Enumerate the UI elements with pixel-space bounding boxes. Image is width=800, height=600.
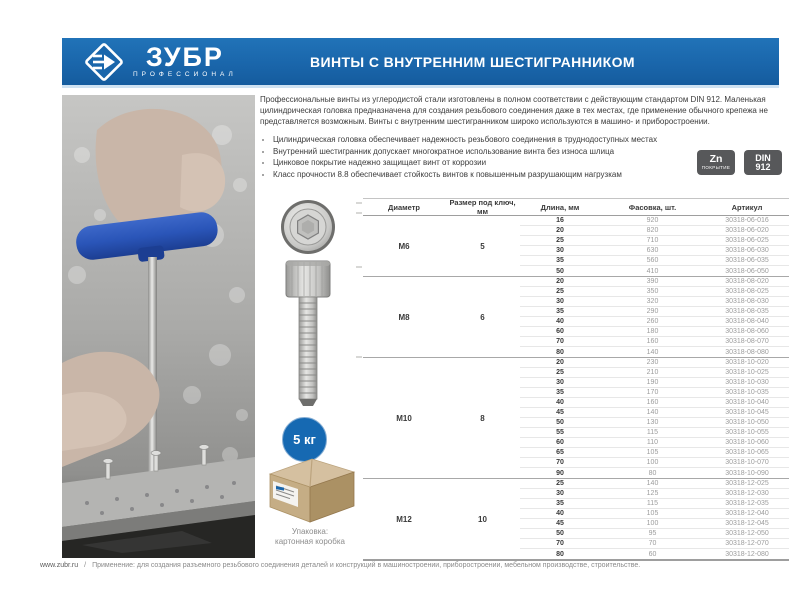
cell-pack-qty: 100 [646,520,659,527]
table-row [520,358,789,368]
table-group-rows [520,277,789,357]
col-header-length: Длина, мм [540,202,580,212]
cell-pack-qty: 140 [646,409,659,416]
table-row [520,539,789,549]
cell-article: 30318-10-025 [725,369,769,376]
hex-socket-screw-icon [262,197,362,409]
table-groups [363,216,789,561]
zn-badge-label: Zn [709,153,723,165]
cell-pack-qty: 140 [646,480,659,487]
cell-pack-qty: 105 [646,510,659,517]
screw-diagram [262,197,362,409]
table-row [520,408,789,418]
cell-pack-qty: 390 [646,278,659,285]
table-header-row [363,198,789,216]
col-header-article: Артикул [731,202,763,212]
cell-article: 30318-10-065 [725,449,769,456]
cell-article: 30318-12-045 [725,520,769,527]
cell-pack-qty: 115 [646,500,659,507]
feature-item: • Цилиндрическая головка обеспечивает надежность резьбового соединения в труднодоступных местах [273,134,788,146]
cell-length: 50 [556,267,564,275]
table-group-rows [520,358,789,478]
cell-pack-qty: 170 [646,389,659,396]
cell-pack-qty: 820 [646,227,659,234]
packaging-caption-line2: картонная коробка [275,537,345,546]
cell-diameter: М10 [396,413,412,423]
cell-pack-qty: 210 [646,369,659,376]
cell-article: 30318-08-025 [725,288,769,295]
cell-pack-qty: 100 [646,459,659,466]
din-912-badge [744,150,782,175]
cell-length: 80 [556,348,564,356]
table-group-rows [520,479,789,559]
cell-pack-qty: 95 [648,530,657,537]
table-row [520,499,789,509]
zn-badge-sublabel: ПОКРЫТИЕ [701,165,731,170]
cell-pack-qty: 130 [646,419,659,426]
brand-name: ЗУБР [145,42,224,72]
table-row [520,549,789,559]
cell-pack-qty: 710 [646,237,659,244]
cell-length: 50 [556,530,564,537]
cell-article: 30318-10-045 [725,409,769,416]
cell-article: 30318-06-035 [725,257,769,264]
cell-pack-qty: 920 [646,217,659,224]
table-row [520,398,789,408]
brand-subtitle: ПРОФЕССИОНАЛ [133,71,237,78]
cell-length: 20 [556,278,564,285]
cell-article: 30318-08-060 [725,328,769,335]
cell-length: 35 [556,500,564,507]
cell-article: 30318-10-020 [725,359,769,366]
cell-pack-qty: 160 [646,338,659,345]
col-header-pack-qty: Фасовка, шт. [628,202,677,212]
packaging-caption-line1: Упаковка: [291,527,329,536]
cell-length: 45 [556,520,564,527]
cell-length: 40 [556,318,564,325]
cell-pack-qty: 350 [646,288,659,295]
table-row [520,368,789,378]
footer [40,562,785,569]
feature-item: • Цинковое покрытие надежно защищает винт от коррозии [273,157,788,169]
cell-length: 60 [556,328,564,335]
cell-article: 30318-10-030 [725,379,769,386]
cell-article: 30318-06-016 [725,217,769,224]
cell-article: 30318-10-055 [725,429,769,436]
table-row [520,236,789,246]
cell-article: 30318-08-070 [725,338,769,345]
table-row [520,307,789,317]
cell-pack-qty: 125 [646,490,659,497]
table-row [520,246,789,256]
table-row [520,428,789,438]
table-row [520,479,789,489]
website-link[interactable]: www.zubr.ru [40,562,79,569]
table-row [520,529,789,539]
cell-length: 35 [556,308,564,315]
table-row [520,216,789,226]
packaging-caption [246,527,374,547]
header-bar [62,38,779,88]
cell-pack-qty: 140 [646,348,659,356]
cell-key-size: 8 [480,413,485,423]
cardboard-box-icon [258,450,362,526]
cell-article: 30318-06-020 [725,227,769,234]
table-group-М10 [363,357,789,478]
cell-pack-qty: 180 [646,328,659,335]
feature-item: • Внутренний шестигранник допускает многократное использование винта без износа шлица [273,146,788,158]
cell-article: 30318-08-080 [725,348,769,356]
cell-key-size: 6 [480,312,485,322]
table-row [520,468,789,478]
cell-length: 90 [556,469,564,477]
brand-text [133,44,237,79]
cell-length: 80 [556,550,564,558]
cell-diameter: М12 [396,514,412,524]
cell-article: 30318-10-060 [725,439,769,446]
table-row [520,418,789,428]
cell-pack-qty: 260 [646,318,659,325]
table-group-М12 [363,478,789,559]
cell-article: 30318-10-070 [725,459,769,466]
col-header-diameter: Диаметр [388,202,420,212]
page-title: ВИНТЫ С ВНУТРЕННИМ ШЕСТИГРАННИКОМ [310,53,635,70]
cell-length: 70 [556,540,564,547]
cell-article: 30318-12-025 [725,480,769,487]
table-row [520,489,789,499]
zubr-diamond-logo-icon [84,42,124,82]
cell-length: 35 [556,389,564,396]
cell-pack-qty: 60 [648,550,657,558]
cell-article: 30318-12-040 [725,510,769,517]
cell-key-size: 5 [480,241,485,251]
cell-pack-qty: 160 [646,399,659,406]
cell-length: 25 [556,288,564,295]
table-row [520,337,789,347]
cell-article: 30318-08-020 [725,278,769,285]
cell-pack-qty: 230 [646,359,659,366]
cell-article: 30318-10-090 [725,469,769,477]
intro-paragraph: Профессиональные винты из углеродистой стали изготовлены в полном соответствии с действующим стандартом DIN 912. Маленькая цилиндрическая головка предназначена для создания резьбового соединения даже в тех местах, где применение обычного крепежа не представляется возможным. Винты с внутренним шестигранником широко используются в машино- и приборостроении. [260,95,768,126]
table-group-rows [520,216,789,276]
cell-length: 30 [556,379,564,386]
table-row [520,388,789,398]
cell-article: 30318-06-050 [725,267,769,275]
col-header-key-size: Размер под ключ, мм [449,198,516,216]
din-badge-number: 912 [755,161,771,172]
cell-pack-qty: 560 [646,257,659,264]
cell-length: 70 [556,459,564,466]
cell-length: 55 [556,429,564,436]
cell-length: 45 [556,409,564,416]
cell-pack-qty: 290 [646,308,659,315]
cell-article: 30318-10-035 [725,389,769,396]
table-group-М8 [363,276,789,357]
table-row [520,378,789,388]
cell-article: 30318-12-035 [725,500,769,507]
cell-pack-qty: 110 [646,439,659,446]
cell-key-size: 10 [478,514,487,524]
table-group-М6 [363,216,789,276]
table-row [520,226,789,236]
table-row [520,519,789,529]
cell-article: 30318-12-080 [725,550,769,558]
cell-length: 20 [556,359,564,366]
table-row [520,448,789,458]
feature-item: • Класс прочности 8.8 обеспечивает стойкость винтов к повышенным разрушающим нагрузкам [273,169,788,181]
cell-length: 50 [556,419,564,426]
table-row [520,347,789,357]
cell-length: 60 [556,439,564,446]
cell-length: 25 [556,369,564,376]
cell-pack-qty: 70 [648,540,657,547]
cell-pack-qty: 320 [646,298,659,305]
cell-pack-qty: 80 [648,469,657,477]
table-row [520,458,789,468]
cell-length: 40 [556,510,564,517]
footer-separator: / [84,562,87,569]
packaging-box-image [258,450,362,526]
table-row [520,327,789,337]
product-photo [62,95,255,558]
table-row [520,256,789,266]
cell-article: 30318-08-030 [725,298,769,305]
cell-pack-qty: 115 [646,429,659,436]
brand-logo [84,42,237,82]
spec-table [363,198,789,561]
table-row [520,317,789,327]
weight-badge: 5 кг [282,417,327,462]
cell-length: 30 [556,298,564,305]
table-row [520,287,789,297]
cell-article: 30318-12-030 [725,490,769,497]
cell-length: 65 [556,449,564,456]
cell-pack-qty: 190 [646,379,659,386]
cell-length: 70 [556,338,564,345]
cell-length: 16 [556,217,564,224]
cell-article: 30318-12-070 [725,540,769,547]
cell-article: 30318-10-040 [725,399,769,406]
table-row [520,277,789,287]
cell-diameter: М8 [398,312,410,322]
cell-length: 20 [556,227,564,234]
cell-article: 30318-08-040 [725,318,769,325]
cell-length: 25 [556,480,564,487]
table-row [520,266,789,276]
footer-application-text: Применение: для создания разъемного резьбового соединения деталей и конструкций в машиностроении, приборостроении, мебельном производстве, строительстве. [92,562,641,569]
cell-article: 30318-12-050 [725,530,769,537]
photo-hand-hex-key-illustration [62,95,255,558]
cell-length: 30 [556,247,564,254]
zn-coating-badge [697,150,735,175]
cell-article: 30318-10-050 [725,419,769,426]
cell-length: 30 [556,490,564,497]
cell-diameter: М6 [398,241,410,251]
cell-article: 30318-08-035 [725,308,769,315]
cell-article: 30318-06-030 [725,247,769,254]
cell-article: 30318-06-025 [725,237,769,244]
din-badge-label: DIN [755,152,771,163]
cell-pack-qty: 630 [646,247,659,254]
cell-length: 25 [556,237,564,244]
cell-length: 35 [556,257,564,264]
cell-length: 40 [556,399,564,406]
table-row [520,509,789,519]
table-row [520,438,789,448]
table-row [520,297,789,307]
cell-pack-qty: 410 [646,267,659,275]
cert-badges [697,150,782,175]
cell-pack-qty: 105 [646,449,659,456]
